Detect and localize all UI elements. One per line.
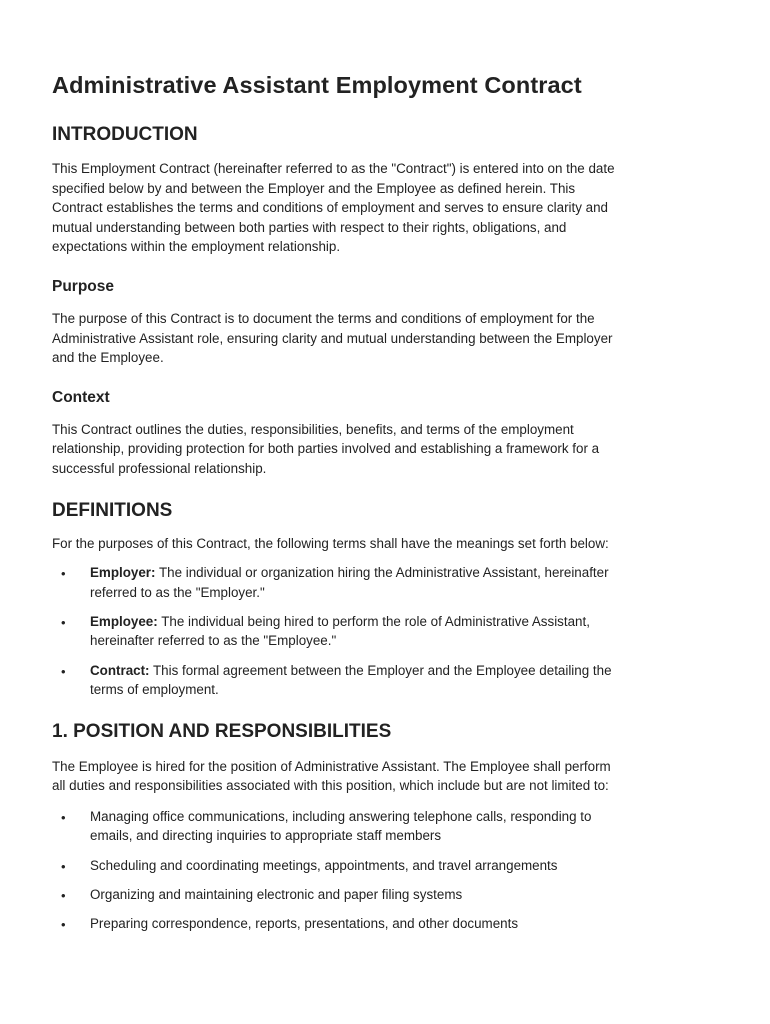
responsibility-text: Organizing and maintaining electronic and paper filing systems	[90, 886, 463, 902]
definitions-list	[52, 563, 704, 700]
responsibility-text: emails, and directing inquiries to appropriate staff members	[90, 828, 442, 844]
subheading-context: Context	[52, 388, 110, 406]
section-heading-introduction: INTRODUCTION	[52, 124, 198, 145]
definition-text: referred to as the "Employer."	[90, 584, 265, 600]
responsibility-text: Preparing correspondence, reports, presentations, and other documents	[90, 916, 519, 932]
paragraph-line: Administrative Assistant role, ensuring clarity and mutual understanding between the Employer	[52, 330, 613, 346]
list-item	[52, 807, 704, 846]
paragraph-line: relationship, providing protection for both parties involved and establishing a framework for a	[52, 441, 600, 457]
definitions-intro: For the purposes of this Contract, the following terms shall have the meanings set forth below:	[52, 535, 609, 551]
list-item	[52, 563, 704, 602]
list-item	[52, 885, 704, 905]
context-paragraph	[52, 420, 704, 479]
definition-text: The individual or organization hiring the Administrative Assistant, hereinafter	[155, 565, 609, 581]
paragraph-line: all duties and responsibilities associated with this position, which include but are not limited to:	[52, 778, 609, 794]
paragraph-line: This Employment Contract (hereinafter referred to as the "Contract") is entered into on the date	[52, 161, 615, 176]
position-paragraph	[52, 757, 704, 796]
definition-term: Employer:	[90, 565, 156, 581]
section-heading-definitions: DEFINITIONS	[52, 499, 173, 521]
definition-term: Employee:	[90, 613, 158, 629]
subheading-purpose: Purpose	[52, 277, 115, 295]
responsibilities-list	[52, 807, 704, 934]
responsibility-text: Scheduling and coordinating meetings, appointments, and travel arrangements	[90, 857, 558, 873]
bullet-icon: •	[61, 614, 66, 630]
purpose-paragraph	[52, 309, 704, 368]
bullet-icon: •	[61, 566, 66, 582]
paragraph-line: expectations within the employment relationship.	[52, 239, 341, 255]
paragraph-line: mutual understanding between both parties with respect to their rights, obligations, and	[52, 219, 567, 235]
paragraph-line: and the Employee.	[52, 350, 164, 366]
list-item	[52, 612, 704, 651]
paragraph-line: This Contract outlines the duties, responsibilities, benefits, and terms of the employment	[52, 421, 574, 437]
paragraph-line: The purpose of this Contract is to document the terms and conditions of employment for the	[52, 310, 595, 326]
section-heading-position: 1. POSITION AND RESPONSIBILITIES	[52, 720, 392, 742]
bullet-icon: •	[61, 917, 66, 933]
bullet-icon: •	[61, 809, 66, 825]
definition-term: Contract:	[90, 662, 150, 678]
document-title: Administrative Assistant Employment Contract	[52, 72, 582, 98]
introduction-paragraph	[52, 159, 704, 257]
responsibility-text: Managing office communications, including answering telephone calls, responding to	[90, 808, 592, 824]
bullet-icon: •	[61, 887, 66, 903]
paragraph-line: successful professional relationship.	[52, 460, 267, 476]
list-item	[52, 914, 704, 934]
bullet-icon: •	[61, 858, 66, 874]
paragraph-line: Contract establishes the terms and conditions of employment and serves to ensure clarity and	[52, 200, 608, 216]
paragraph-line: The Employee is hired for the position of Administrative Assistant. The Employee shall perform	[52, 758, 611, 774]
definition-text: terms of employment.	[90, 682, 219, 698]
paragraph-line: specified below by and between the Employer and the Employee as defined herein. This	[52, 180, 576, 196]
list-item	[52, 661, 704, 700]
bullet-icon: •	[61, 663, 66, 679]
definition-text: This formal agreement between the Employer and the Employee detailing the	[149, 662, 612, 678]
definition-text: The individual being hired to perform the role of Administrative Assistant,	[157, 613, 590, 629]
list-item	[52, 856, 704, 876]
definition-text: hereinafter referred to as the "Employee."	[90, 633, 337, 649]
